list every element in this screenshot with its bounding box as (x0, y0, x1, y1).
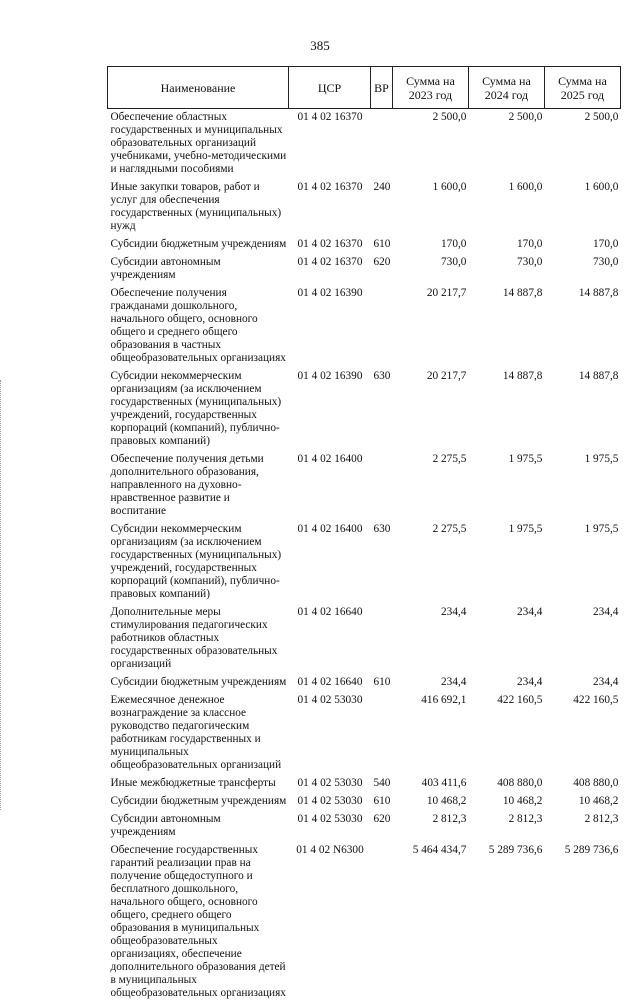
cell-vr (371, 692, 393, 775)
table-row (108, 674, 621, 692)
cell-name: Субсидии бюджетным учреждениям (108, 236, 289, 254)
cell-csr: 01 4 02 53030 (289, 692, 371, 775)
cell-vr (371, 451, 393, 521)
cell-sum-2023: 2 500,0 (392, 109, 468, 180)
table-row (108, 692, 621, 775)
table-row (108, 109, 621, 180)
cell-sum-2024: 1 975,5 (468, 521, 544, 604)
cell-sum-2023: 1 600,0 (392, 179, 468, 236)
cell-vr (371, 604, 393, 674)
table-row (108, 811, 621, 842)
cell-sum-2025: 5 289 736,6 (544, 842, 620, 1003)
table-row (108, 451, 621, 521)
header-name: Наименование (108, 67, 289, 109)
cell-sum-2025: 730,0 (544, 254, 620, 285)
cell-sum-2023: 20 217,7 (392, 285, 468, 368)
cell-csr: 01 4 02 16390 (289, 285, 371, 368)
cell-csr: 01 4 02 N6300 (289, 842, 371, 1003)
cell-name: Субсидии бюджетным учреждениям (108, 793, 289, 811)
cell-sum-2023: 10 468,2 (392, 793, 468, 811)
cell-sum-2024: 422 160,5 (468, 692, 544, 775)
cell-sum-2025: 2 500,0 (544, 109, 620, 180)
table-row (108, 368, 621, 451)
cell-vr: 540 (371, 775, 393, 793)
cell-name: Обеспечение государственных гарантий реализации прав на получение общедоступного и бесплатного дошкольного, начального общего, основного общего, среднего общего образования в муниципальных общеобразовательных организациях, обеспечение дополнительного образования детей в муниципальных общеобразовательных организациях (108, 842, 289, 1003)
table-row (108, 236, 621, 254)
cell-sum-2025: 408 880,0 (544, 775, 620, 793)
cell-sum-2024: 5 289 736,6 (468, 842, 544, 1003)
cell-name: Субсидии автономным учреждениям (108, 254, 289, 285)
cell-vr (371, 109, 393, 180)
header-vr: ВР (371, 67, 393, 109)
cell-vr (371, 285, 393, 368)
cell-sum-2025: 2 812,3 (544, 811, 620, 842)
cell-vr: 620 (371, 254, 393, 285)
cell-name: Ежемесячное денежное вознаграждение за классное руководство педагогическим работникам государственных и муниципальных общеобразовательных организаций (108, 692, 289, 775)
cell-sum-2024: 10 468,2 (468, 793, 544, 811)
cell-sum-2024: 1 600,0 (468, 179, 544, 236)
header-sum-2023: Сумма на 2023 год (392, 67, 468, 109)
cell-sum-2024: 408 880,0 (468, 775, 544, 793)
cell-csr: 01 4 02 53030 (289, 775, 371, 793)
cell-sum-2025: 1 975,5 (544, 451, 620, 521)
cell-vr: 240 (371, 179, 393, 236)
cell-sum-2023: 416 692,1 (392, 692, 468, 775)
cell-vr: 620 (371, 811, 393, 842)
cell-vr: 610 (371, 674, 393, 692)
table-row (108, 285, 621, 368)
cell-vr: 610 (371, 236, 393, 254)
cell-sum-2023: 234,4 (392, 674, 468, 692)
cell-sum-2023: 5 464 434,7 (392, 842, 468, 1003)
cell-vr (371, 842, 393, 1003)
header-csr: ЦСР (289, 67, 371, 109)
cell-sum-2024: 234,4 (468, 604, 544, 674)
cell-sum-2023: 20 217,7 (392, 368, 468, 451)
table-body (108, 109, 621, 1003)
cell-csr: 01 4 02 16640 (289, 674, 371, 692)
cell-csr: 01 4 02 53030 (289, 811, 371, 842)
cell-sum-2025: 1 975,5 (544, 521, 620, 604)
cell-sum-2025: 234,4 (544, 604, 620, 674)
cell-sum-2023: 170,0 (392, 236, 468, 254)
cell-sum-2025: 10 468,2 (544, 793, 620, 811)
table-row (108, 604, 621, 674)
cell-sum-2023: 2 275,5 (392, 521, 468, 604)
cell-sum-2024: 14 887,8 (468, 285, 544, 368)
cell-vr: 630 (371, 368, 393, 451)
cell-csr: 01 4 02 16400 (289, 451, 371, 521)
cell-csr: 01 4 02 16640 (289, 604, 371, 674)
cell-name: Дополнительные меры стимулирования педагогических работников областных государственных образовательных организаций (108, 604, 289, 674)
cell-vr: 630 (371, 521, 393, 604)
cell-name: Иные закупки товаров, работ и услуг для обеспечения государственных (муниципальных) нужд (108, 179, 289, 236)
table-row (108, 842, 621, 1003)
budget-table (107, 66, 621, 1003)
cell-csr: 01 4 02 16390 (289, 368, 371, 451)
cell-sum-2024: 234,4 (468, 674, 544, 692)
cell-name: Субсидии некоммерческим организациям (за исключением государственных (муниципальных) учреждений, государственных корпораций (компаний), публично-правовых компаний) (108, 521, 289, 604)
cell-csr: 01 4 02 53030 (289, 793, 371, 811)
table-row (108, 521, 621, 604)
cell-sum-2024: 2 812,3 (468, 811, 544, 842)
cell-name: Иные межбюджетные трансферты (108, 775, 289, 793)
cell-sum-2025: 14 887,8 (544, 285, 620, 368)
cell-sum-2024: 14 887,8 (468, 368, 544, 451)
cell-sum-2024: 1 975,5 (468, 451, 544, 521)
cell-name: Обеспечение получения детьми дополнительного образования, направленного на духовно-нравственное развитие и воспитание (108, 451, 289, 521)
cell-sum-2023: 234,4 (392, 604, 468, 674)
table-row (108, 775, 621, 793)
cell-sum-2023: 403 411,6 (392, 775, 468, 793)
cell-csr: 01 4 02 16370 (289, 179, 371, 236)
table-header-row (108, 67, 621, 109)
cell-vr: 610 (371, 793, 393, 811)
cell-name: Обеспечение получения гражданами дошкольного, начального общего, основного общего и среднего общего образования в частных общеобразовательных организациях (108, 285, 289, 368)
cell-sum-2024: 170,0 (468, 236, 544, 254)
cell-sum-2025: 1 600,0 (544, 179, 620, 236)
page-number: 385 (0, 38, 640, 54)
cell-sum-2025: 170,0 (544, 236, 620, 254)
cell-csr: 01 4 02 16370 (289, 236, 371, 254)
cell-name: Субсидии бюджетным учреждениям (108, 674, 289, 692)
cell-sum-2023: 2 812,3 (392, 811, 468, 842)
cell-name: Субсидии автономным учреждениям (108, 811, 289, 842)
table-row (108, 254, 621, 285)
cell-csr: 01 4 02 16400 (289, 521, 371, 604)
cell-name: Субсидии некоммерческим организациям (за исключением государственных (муниципальных) учреждений, государственных корпораций (компаний), публично-правовых компаний) (108, 368, 289, 451)
table-row (108, 179, 621, 236)
cell-csr: 01 4 02 16370 (289, 109, 371, 180)
header-sum-2025: Сумма на 2025 год (544, 67, 620, 109)
cell-name: Обеспечение областных государственных и муниципальных образовательных организаций учебниками, учебно-методическими и наглядными пособиями (108, 109, 289, 180)
cell-sum-2024: 2 500,0 (468, 109, 544, 180)
header-sum-2024: Сумма на 2024 год (468, 67, 544, 109)
cell-sum-2025: 234,4 (544, 674, 620, 692)
scan-margin-mark (0, 380, 7, 810)
cell-sum-2024: 730,0 (468, 254, 544, 285)
table-row (108, 793, 621, 811)
cell-sum-2025: 422 160,5 (544, 692, 620, 775)
cell-sum-2023: 730,0 (392, 254, 468, 285)
cell-sum-2025: 14 887,8 (544, 368, 620, 451)
cell-sum-2023: 2 275,5 (392, 451, 468, 521)
cell-csr: 01 4 02 16370 (289, 254, 371, 285)
